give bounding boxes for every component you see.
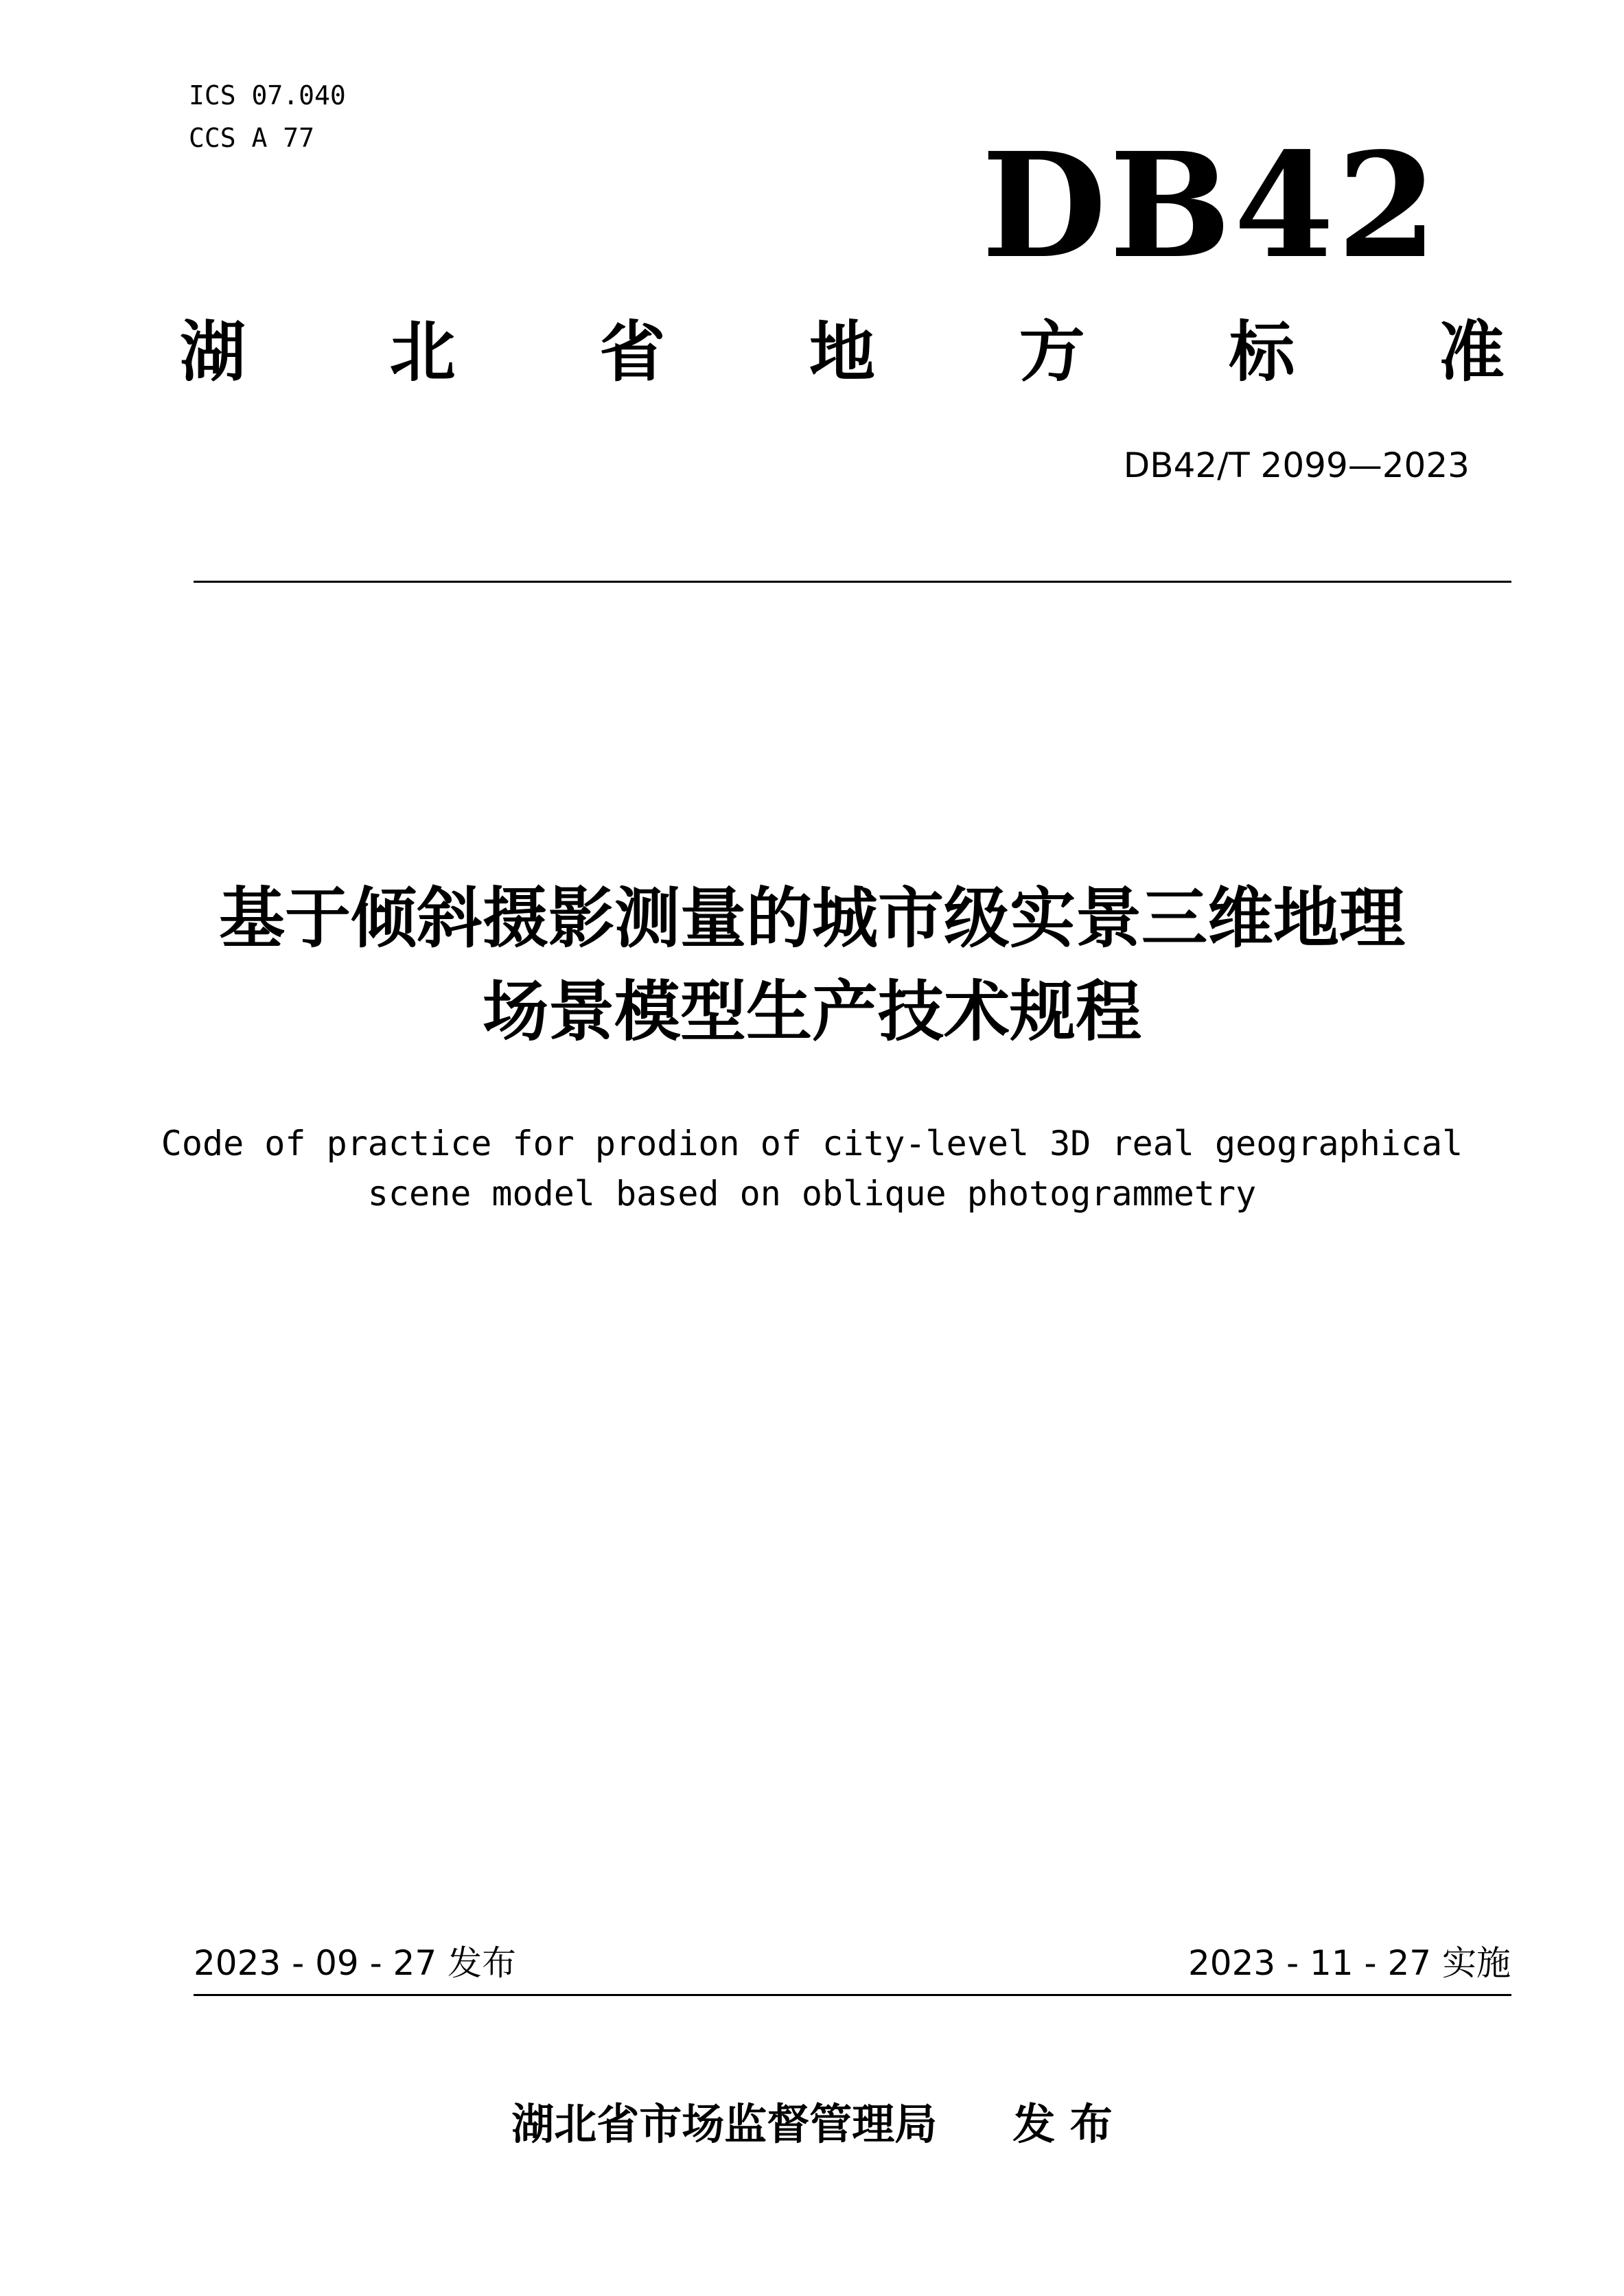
standard-type-char: 标 <box>1229 314 1295 391</box>
chinese-title <box>0 872 1624 1058</box>
standard-type-char: 省 <box>599 314 666 391</box>
chinese-title-line-2: 场景模型生产技术规程 <box>483 973 1141 1050</box>
header-divider <box>194 581 1511 583</box>
chinese-title-line-1: 基于倾斜摄影测量的城市级实景三维地理 <box>219 880 1405 957</box>
standard-number: DB42/T 2099—2023 <box>1123 445 1470 485</box>
english-title-line-2: scene model based on oblique photogrammetry <box>367 1174 1257 1214</box>
standard-type-char: 方 <box>1019 314 1085 391</box>
standard-type-heading <box>180 314 1505 390</box>
issue-date: 2023 - 09 - 27 发布 <box>194 1943 517 1983</box>
publish-action: 发 布 <box>1012 2099 1113 2149</box>
standard-type-char: 北 <box>389 314 456 391</box>
db42-logo: DB42 <box>982 121 1440 290</box>
standard-type-char: 准 <box>1438 314 1505 391</box>
standard-type-char: 地 <box>809 314 875 391</box>
english-title-line-1: Code of practice for prodion of city-level 3D real geographical <box>161 1124 1463 1163</box>
implementation-date: 2023 - 11 - 27 实施 <box>1187 1943 1511 1983</box>
publisher-line <box>0 2097 1624 2152</box>
standard-type-char: 湖 <box>180 314 246 391</box>
english-title <box>0 1119 1624 1219</box>
ics-code: ICS 07.040 <box>189 80 346 111</box>
ccs-code: CCS A 77 <box>189 123 315 153</box>
publisher-name: 湖北省市场监督管理局 <box>511 2099 938 2149</box>
footer-divider <box>194 1994 1511 1996</box>
